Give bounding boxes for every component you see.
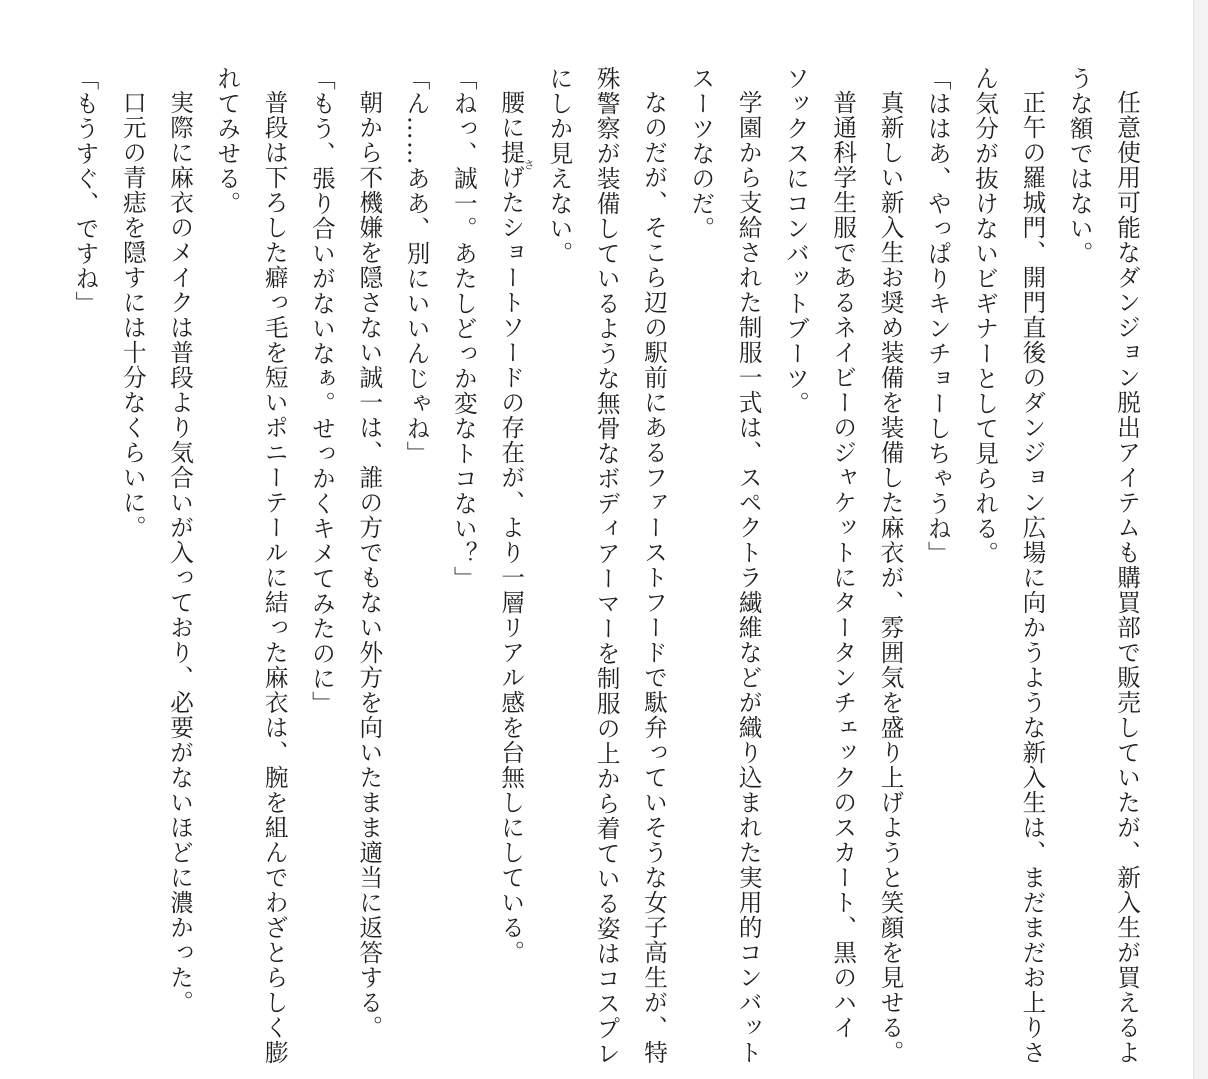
text-line: にしか見えない。 <box>545 66 574 266</box>
text-line: 普通科学生服であるネイビーのジャケットにタータンチェックのスカート、黒のハイ <box>829 89 858 1040</box>
scrollbar-track[interactable] <box>1193 0 1208 1079</box>
dialogue-line: 「もうすぐ、ですね」 <box>71 66 100 316</box>
text-line: 真新しい新入生お奨め装備を装備した麻衣が、雰囲気を盛り上げようと笑顔を見せる。 <box>876 89 905 1065</box>
ruby-reading: さ <box>522 139 536 190</box>
ruby-base: 提げ <box>497 139 526 190</box>
text-line: れてみせる。 <box>213 66 242 216</box>
ruby-annotation <box>497 139 536 190</box>
text-line: 朝から不機嫌を隠さない誠一は、誰の方でもない外方を向いたまま適当に返答する。 <box>355 89 384 1040</box>
dialogue-line: 「ねっ、誠一。あたしどっか変なトコない？」 <box>449 66 478 591</box>
text-line: 口元の青痣を隠すには十分なくらいに。 <box>118 89 147 540</box>
text-line: スーツなのだ。 <box>687 66 716 241</box>
text-line: ソックスにコンバットブーツ。 <box>781 66 810 416</box>
text-line: うな額ではない。 <box>1065 66 1094 266</box>
text-line: 学園から支給された制服一式は、スペクトラ繊維などが織り込まれた実用的コンバット <box>734 89 763 1065</box>
text-line: 任意使用可能なダンジョン脱出アイテムも購買部で販売していたが、新入生が買えるよ <box>1113 89 1141 1065</box>
text-line: 実際に麻衣のメイクは普段より気合いが入っており、必要がないほどに濃かった。 <box>166 89 195 1015</box>
text-line: 殊警察が装備しているような無骨なボディアーマーを制服の上から着ている姿はコスプレ <box>592 66 621 1066</box>
vertical-text-body <box>61 66 1150 1066</box>
text-line: ん気分が抜けないビギナーとして見られる。 <box>971 66 1000 566</box>
ruby-line-suffix: たショートソードの存在が、より一層リアル感を台無しにしている。 <box>497 189 526 965</box>
dialogue-line: 「もう、張り合いがないなぁ。せっかくキメてみたのに」 <box>307 66 336 716</box>
dialogue-line: 「ん……ああ、別にいいんじゃね」 <box>402 66 431 466</box>
text-line: 正午の羅城門、開門直後のダンジョン広場に向かうような新入生は、まだまだお上りさ <box>1018 89 1047 1065</box>
dialogue-line: 「ははあ、やっぱりキンチョーしちゃうね」 <box>923 66 952 566</box>
text-line: なのだが、そこら辺の駅前にあるファーストフードで駄弁っていそうな女子高生が、特 <box>640 89 669 1065</box>
text-line-with-ruby <box>487 66 535 1066</box>
ruby-line-prefix: 腰に <box>497 89 526 140</box>
text-line: 普段は下ろした癖っ毛を短いポニーテールに結った麻衣は、腕を組んでわざとらしく膨 <box>260 89 289 1065</box>
